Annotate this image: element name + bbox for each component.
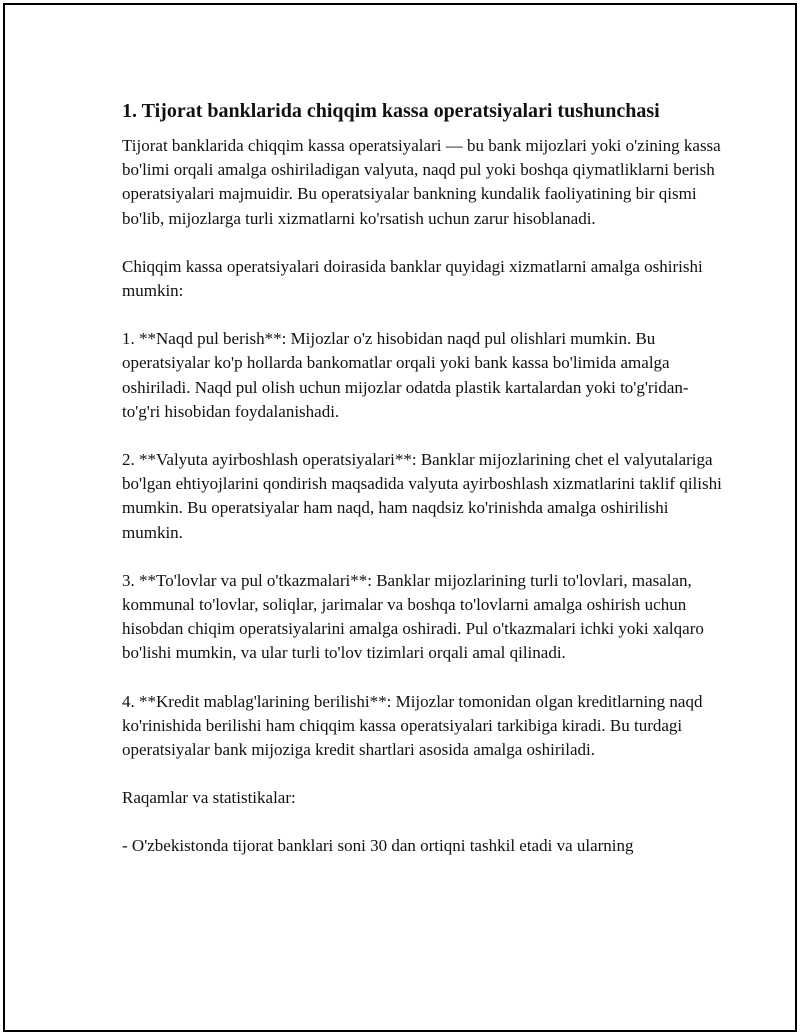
paragraph-item-4: 4. **Kredit mablag'larining berilishi**: Mijozlar tomonidan olgan kreditlarning naqd ko'rinishida berilishi ham chiqqim kassa operatsiyalari tarkibiga kiradi. Bu turdagi operatsiyalar bank mijoziga kredit shartlari asosida amalga oshiriladi. bbox=[122, 691, 703, 760]
paragraph-item-2: 2. **Valyuta ayirboshlash operatsiyalari**: Banklar mijozlarining chet el valyutalariga bo'lgan ehtiyojlarini qondirish maqsadida valyuta ayirboshlash xizmatlarini taklif qilishi mumkin. Bu operatsiyalar ham naqd, ham naqdsiz ko'rinishda amalga oshirilishi mumkin. bbox=[122, 450, 722, 542]
paragraph-statistics-bullet: - O'zbekistonda tijorat banklari soni 30 dan ortiqni tashkil etadi va ularning bbox=[122, 836, 634, 856]
paragraph-item-3: 3. **To'lovlar va pul o'tkazmalari**: Banklar mijozlarining turli to'lovlari, masalan, kommunal to'lovlar, soliqlar, jarimalar va boshqa to'lovlarni amalga oshirish uchun hisobdan chiqim operatsiyalarini amalga oshiradi. Pul o'tkazmalari ichki yoki xalqaro bo'lishi mumkin, va ular turli to'lov tizimlari orqali amal qilinadi. bbox=[122, 570, 704, 663]
section-heading: 1. Tijorat banklarida chiqqim kassa operatsiyalari tushunchasi bbox=[122, 100, 660, 122]
paragraph-services-lead: Chiqqim kassa operatsiyalari doirasida banklar quyidagi xizmatlarni amalga oshirishi mumkin: bbox=[122, 256, 703, 301]
paragraph-intro: Tijorat banklarida chiqqim kassa operatsiyalari — bu bank mijozlari yoki o'zining kassa bo'limi orqali amalga oshiriladigan valyuta, naqd pul yoki boshqa qiymatliklarni berish operatsiyalari majmuidir. Bu operatsiyalar bankning kundalik faoliyatining bir qismi bo'lib, mijozlarga turli xizmatlarni ko'rsatish uchun zarur hisoblanadi. bbox=[122, 136, 721, 228]
page-frame bbox=[3, 3, 797, 1032]
document-body bbox=[122, 98, 722, 859]
paragraph-statistics-heading: Raqamlar va statistikalar: bbox=[122, 788, 296, 808]
paragraph-item-1: 1. **Naqd pul berish**: Mijozlar o'z hisobidan naqd pul olishlari mumkin. Bu operatsiyalar ko'p hollarda bankomatlar orqali yoki bank kassa bo'limida amalga oshiriladi. Naqd pul olish uchun mijozlar odatda plastik kartalardan yoki to'g'ridan-to'g'ri hisobidan foydalanishadi. bbox=[122, 329, 689, 421]
